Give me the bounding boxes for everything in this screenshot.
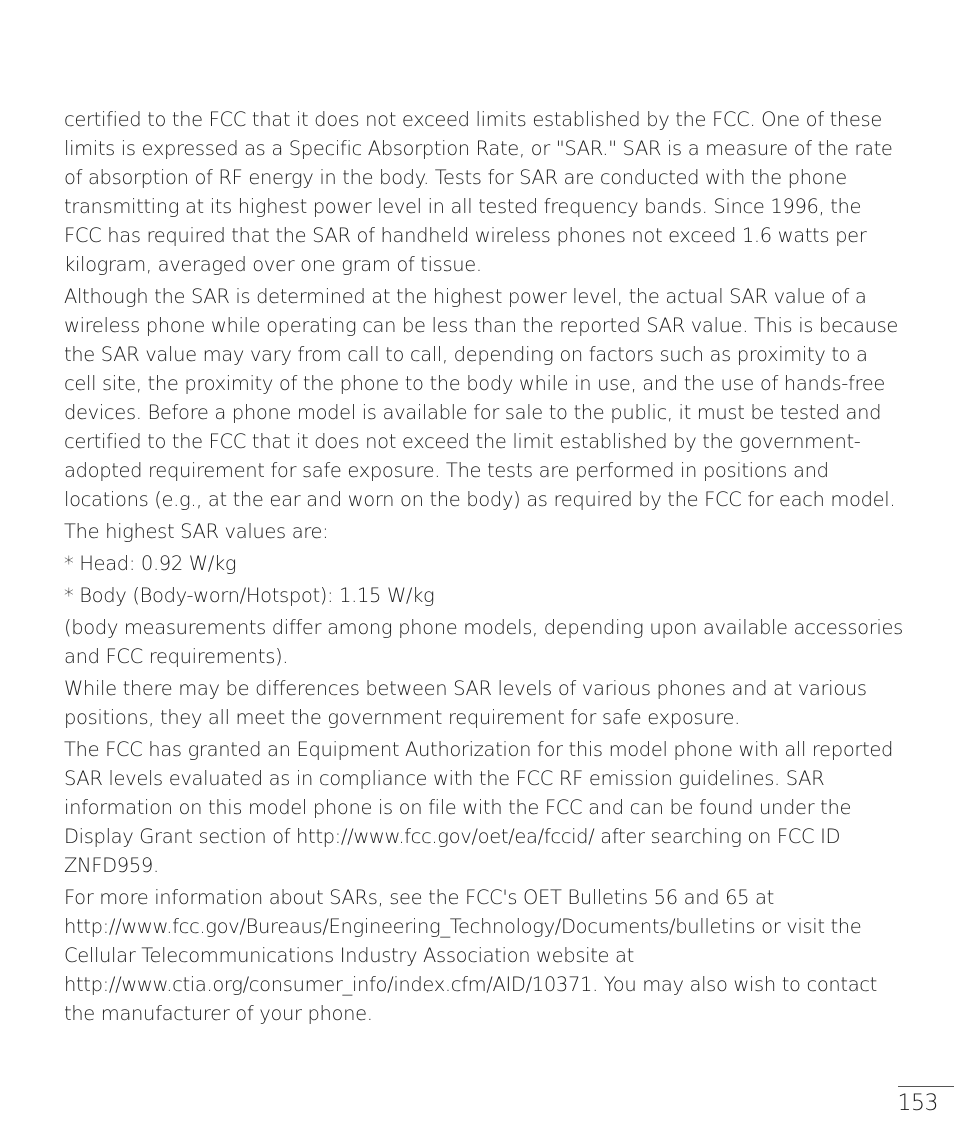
body-text bbox=[64, 105, 904, 1031]
paragraph-sar-certification: certified to the FCC that it does not exceed limits established by the FCC. One of these limits is expressed as a Specific Absorption Rate, or "SAR." SAR is a measure of the rate of absorption of RF energy in the body. Tests for SAR are conducted with the phone transmitting at its highest power level in all tested frequency bands. Since 1996, the FCC has required that the SAR of handheld wireless phones not exceed 1.6 watts per kilogram, averaged over one gram of tissue. bbox=[64, 108, 893, 276]
page-number: 153 bbox=[897, 1091, 938, 1116]
footer-divider bbox=[898, 1086, 954, 1087]
paragraph-equipment-authorization: The FCC has granted an Equipment Authorization for this model phone with all reported SAR levels evaluated as in compliance with the FCC RF emission guidelines. SAR information on this model phone is on file with the FCC and can be found under the Display Grant section of http://www.fcc.gov/oet/ea/fccid/ after searching on FCC ID ZNFD959. bbox=[64, 738, 894, 877]
sar-value-body: * Body (Body-worn/Hotspot): 1.15 W/kg bbox=[64, 584, 435, 607]
paragraph-body-measurements-note: (body measurements differ among phone models, depending upon available accessories and FCC requirements). bbox=[64, 616, 903, 668]
sar-value-head: * Head: 0.92 W/kg bbox=[64, 552, 237, 575]
paragraph-actual-sar: Although the SAR is determined at the highest power level, the actual SAR value of a wireless phone while operating can be less than the reported SAR value. This is because the SAR value may vary from call to call, depending on factors such as proximity to a cell site, the proximity of the phone to the body while in use, and the use of hands-free devices. Before a phone model is available for sale to the public, it must be tested and certified to the FCC that it does not exceed the limit established by the government-adopted requirement for safe exposure. The tests are performed in positions and locations (e.g., at the ear and worn on the body) as required by the FCC for each model. bbox=[64, 285, 899, 511]
paragraph-more-information: For more information about SARs, see the FCC's OET Bulletins 56 and 65 at http://www.fcc.gov/Bureaus/Engineering_Technology/Documents/bulletins or visit the Cellular Telecommunications Industry Association website at http://www.ctia.org/consumer_info/index.cfm/AID/10371. You may also wish to contact the manufacturer of your phone. bbox=[64, 886, 877, 1025]
paragraph-highest-sar-intro: The highest SAR values are: bbox=[64, 520, 329, 543]
paragraph-differences: While there may be differences between SAR levels of various phones and at various positions, they all meet the government requirement for safe exposure. bbox=[64, 677, 867, 729]
